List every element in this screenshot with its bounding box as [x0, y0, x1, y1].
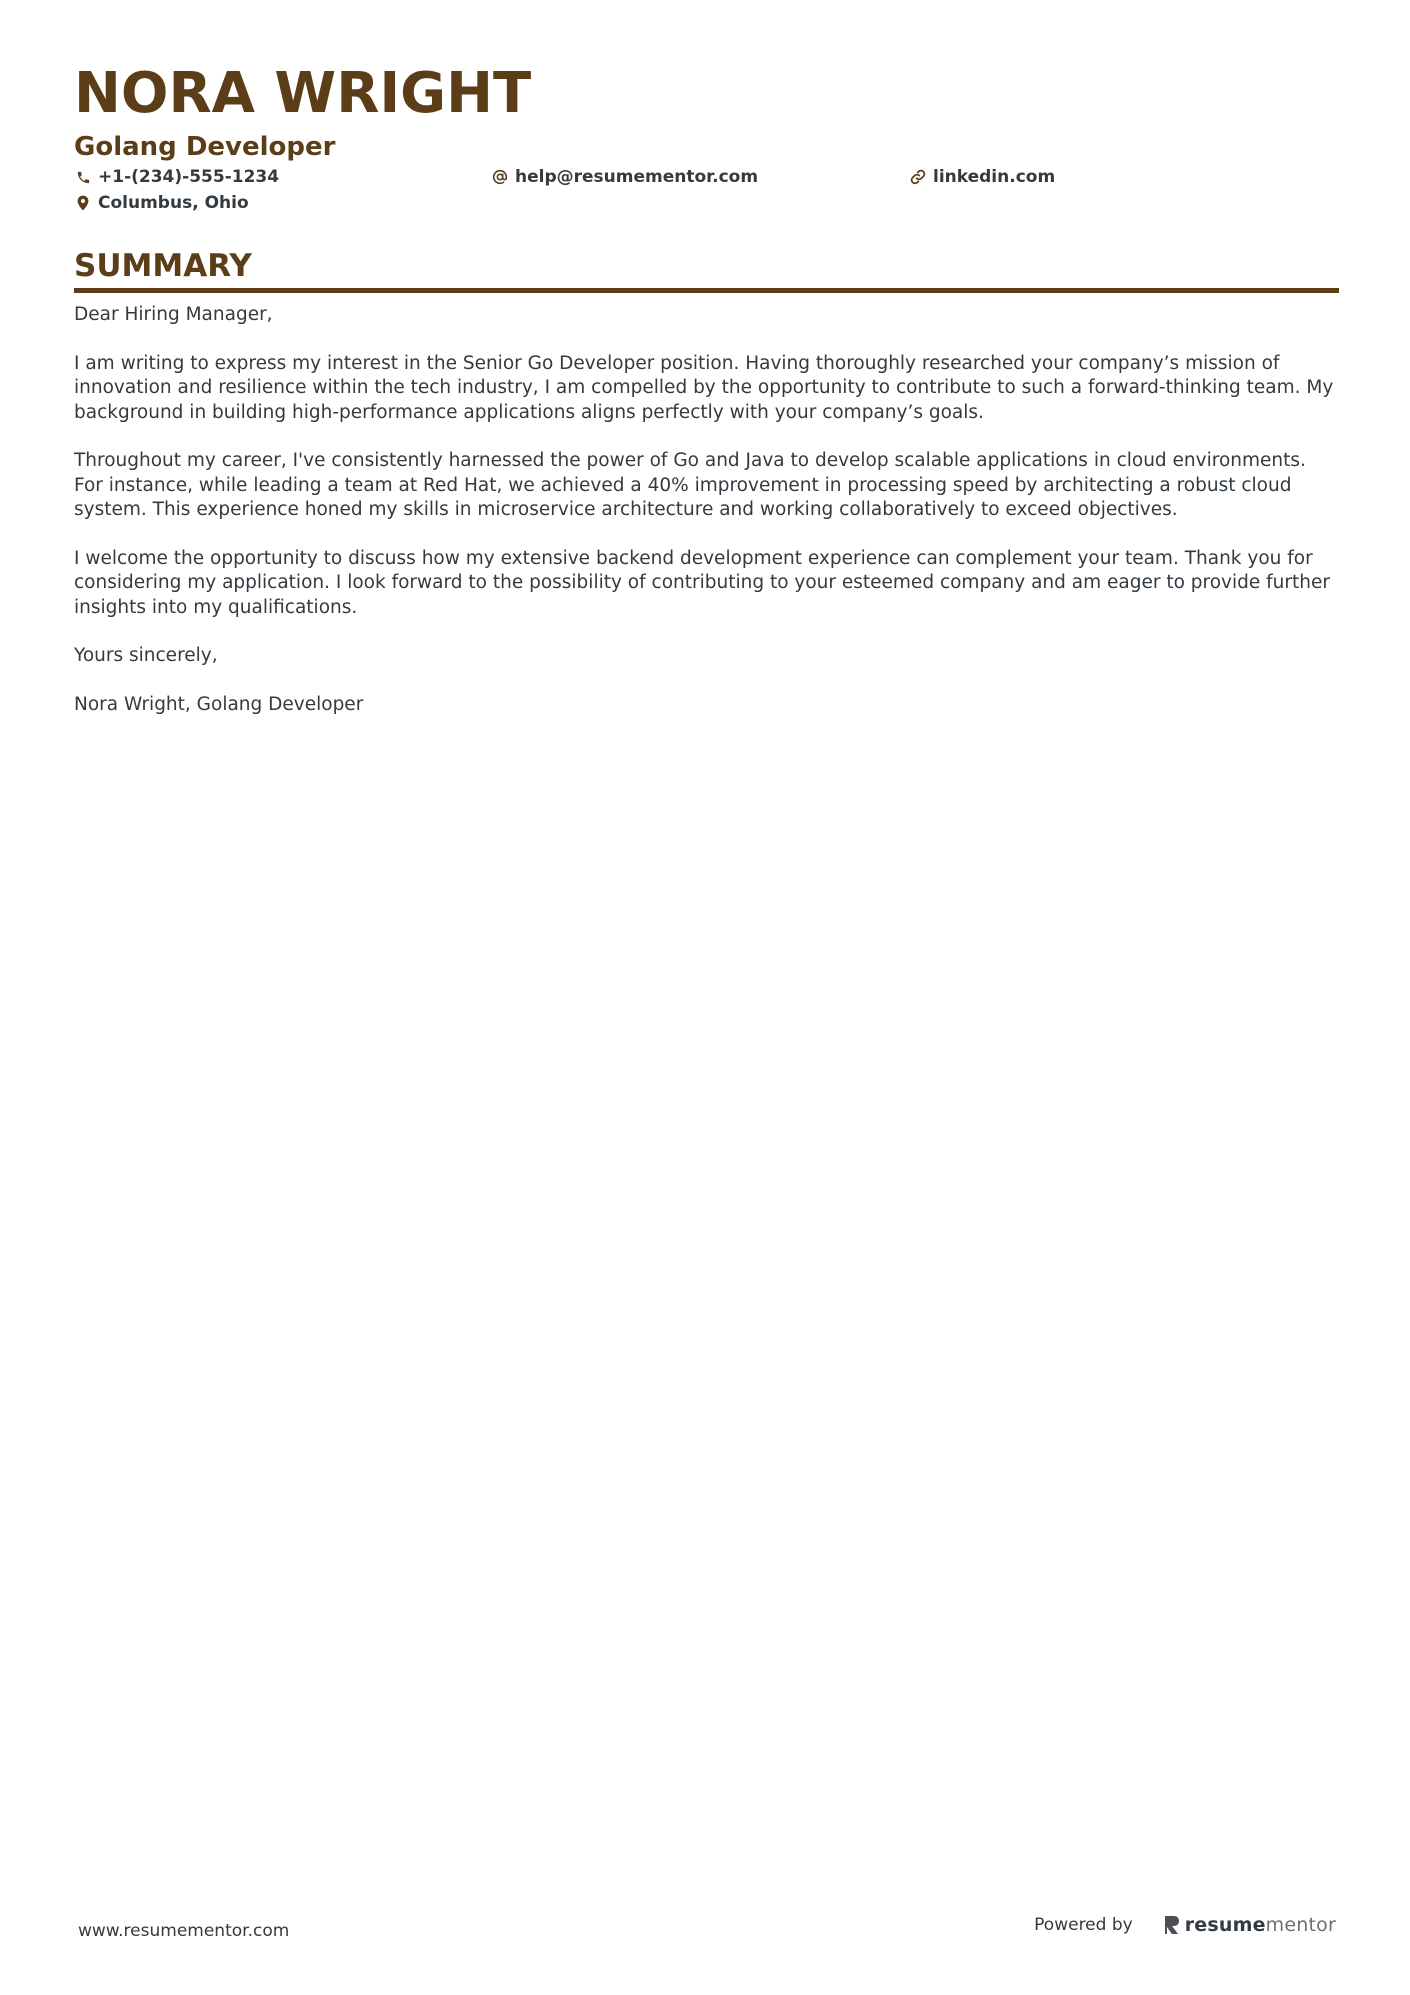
letter-signature: Nora Wright, Golang Developer	[74, 693, 364, 715]
footer-branding	[1034, 1914, 1336, 1936]
letter-paragraph: I am writing to express my interest in the Senior Go Developer position. Having thoroughly researched your company’s mission of innovation and resilience within the tech industry, I am compelled by the opportunity to contribute to such a forward-thinking team. My background in building high-performance applications aligns perfectly with your company’s goals.	[74, 352, 1334, 423]
summary-heading: SUMMARY	[74, 248, 252, 284]
email-text: help@resumementor.com	[515, 167, 759, 187]
powered-by-label: Powered by	[1034, 1915, 1133, 1935]
contact-location	[74, 190, 249, 216]
resumementor-logo-icon	[1163, 1914, 1181, 1936]
brand-wordmark-light: mentor	[1265, 1914, 1336, 1936]
phone-icon	[74, 168, 92, 186]
contact-phone	[74, 164, 279, 190]
footer-website[interactable]: www.resumementor.com	[78, 1921, 290, 1941]
resumementor-logo[interactable]	[1163, 1914, 1336, 1936]
letter-paragraph: Throughout my career, I've consistently harnessed the power of Go and Java to develop scalable applications in cloud environments. For instance, while leading a team at Red Hat, we achieved a 40% improvement in processing speed by architecting a robust cloud system. This experience honed my skills in microservice architecture and working collaboratively to exceed objectives.	[74, 450, 1306, 520]
letter-greeting: Dear Hiring Manager,	[74, 304, 273, 325]
contact-email[interactable]	[491, 164, 758, 190]
brand-wordmark-bold: resume	[1184, 1914, 1266, 1936]
letter-body	[74, 303, 1339, 717]
linkedin-text: linkedin.com	[933, 167, 1056, 187]
applicant-name: NORA WRIGHT	[74, 61, 532, 126]
link-icon	[909, 168, 927, 186]
brand-wordmark	[1185, 1914, 1336, 1936]
cover-letter-page	[74, 58, 1339, 741]
section-divider	[74, 288, 1339, 293]
location-text: Columbus, Ohio	[98, 193, 249, 213]
letter-paragraph: I welcome the opportunity to discuss how my extensive backend development experience can complement your team. Thank you for considering my application. I look forward to the possibility of contributing to your esteemed company and am eager to provide further insights into my qualifications.	[74, 547, 1330, 618]
at-sign-icon	[491, 168, 509, 186]
map-pin-icon	[74, 194, 92, 212]
applicant-title: Golang Developer	[74, 132, 336, 162]
contact-info	[74, 164, 1339, 218]
contact-linkedin[interactable]	[909, 164, 1055, 190]
letter-closing: Yours sincerely,	[74, 645, 218, 666]
phone-text: +1-(234)-555-1234	[98, 167, 280, 187]
